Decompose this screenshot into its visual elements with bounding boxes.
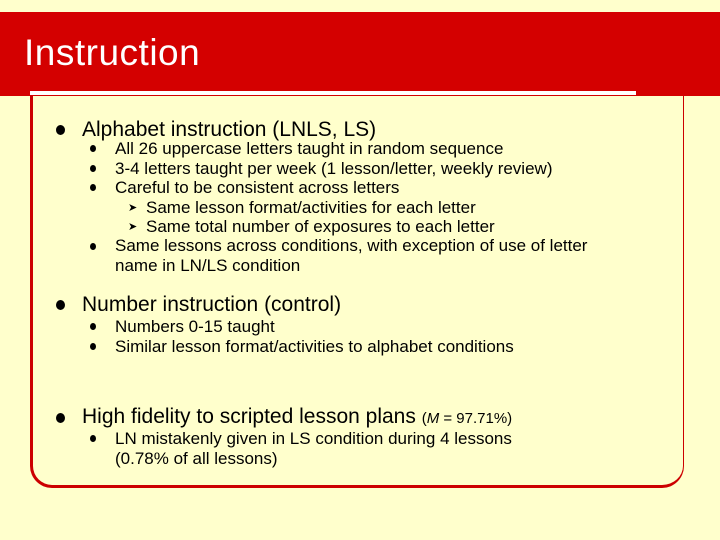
list-item: 3-4 letters taught per week (1 lesson/letter, weekly review): [115, 159, 553, 178]
bullet-icon: [90, 435, 96, 442]
list-item: Careful to be consistent across letters: [115, 178, 400, 197]
bullet-icon: [90, 145, 96, 152]
section-heading-number: Number instruction (control): [82, 293, 342, 316]
list-item: LN mistakenly given in LS condition during 4 lessons: [115, 429, 512, 448]
bullet-icon: [56, 300, 65, 310]
bullet-icon: [56, 125, 65, 135]
list-item-continuation: (0.78% of all lessons): [115, 449, 278, 468]
arrowhead-icon: ➤: [128, 202, 138, 214]
bullet-icon: [90, 323, 96, 330]
list-item: All 26 uppercase letters taught in random sequence: [115, 139, 504, 158]
section-heading-fidelity: [82, 405, 512, 429]
bullet-icon: [90, 243, 96, 250]
arrowhead-icon: ➤: [128, 221, 138, 233]
list-item: Similar lesson format/activities to alphabet conditions: [115, 337, 514, 356]
section-heading-text: High fidelity to scripted lesson plans: [82, 405, 416, 428]
list-item: Same lessons across conditions, with exception of use of letter: [115, 236, 588, 255]
section-heading-alphabet: Alphabet instruction (LNLS, LS): [82, 118, 377, 141]
sub-list-item: Same lesson format/activities for each letter: [146, 198, 476, 217]
fidelity-stat: (M = 97.71%): [421, 410, 513, 427]
list-item: Numbers 0-15 taught: [115, 317, 275, 336]
bullet-icon: [56, 413, 65, 423]
bullet-icon: [90, 165, 96, 172]
title-underline: [30, 91, 636, 95]
list-item-continuation: name in LN/LS condition: [115, 256, 301, 275]
bullet-icon: [90, 184, 96, 191]
slide-title: Instruction: [24, 32, 201, 73]
sub-list-item: Same total number of exposures to each letter: [146, 217, 495, 236]
bullet-icon: [90, 343, 96, 350]
